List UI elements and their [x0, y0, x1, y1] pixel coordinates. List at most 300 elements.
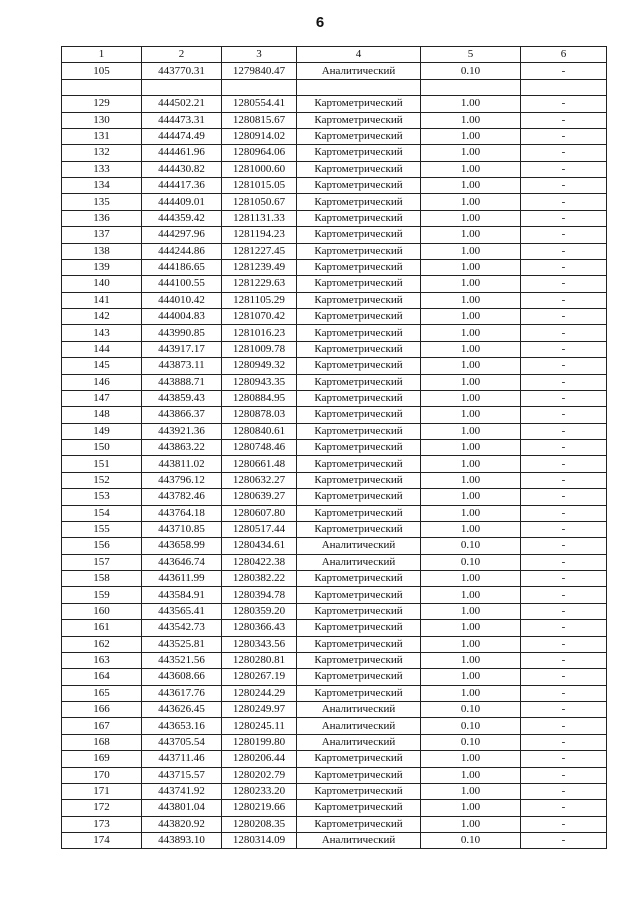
note-cell: - [521, 571, 607, 587]
x-coordinate-cell: 444186.65 [142, 259, 222, 275]
y-coordinate-cell: 1280840.61 [222, 423, 297, 439]
note-cell: - [521, 538, 607, 554]
table-row [62, 128, 607, 144]
table-row [62, 456, 607, 472]
y-coordinate-cell [222, 79, 297, 95]
accuracy-cell: 1.00 [421, 194, 521, 210]
y-coordinate-cell: 1280249.97 [222, 702, 297, 718]
accuracy-cell: 1.00 [421, 587, 521, 603]
table-row [62, 652, 607, 668]
point-number-cell: 157 [62, 554, 142, 570]
x-coordinate-cell: 443782.46 [142, 489, 222, 505]
x-coordinate-cell: 443565.41 [142, 603, 222, 619]
note-cell: - [521, 276, 607, 292]
accuracy-cell: 1.00 [421, 178, 521, 194]
x-coordinate-cell [142, 79, 222, 95]
y-coordinate-cell: 1280245.11 [222, 718, 297, 734]
point-number-cell: 156 [62, 538, 142, 554]
note-cell: - [521, 358, 607, 374]
note-cell: - [521, 243, 607, 259]
note-cell: - [521, 587, 607, 603]
point-number-cell: 143 [62, 325, 142, 341]
x-coordinate-cell: 443705.54 [142, 734, 222, 750]
note-cell: - [521, 702, 607, 718]
method-cell: Картометрический [297, 145, 421, 161]
x-coordinate-cell: 443921.36 [142, 423, 222, 439]
y-coordinate-cell: 1280394.78 [222, 587, 297, 603]
table-row [62, 358, 607, 374]
point-number-cell: 140 [62, 276, 142, 292]
point-number-cell: 161 [62, 620, 142, 636]
accuracy-cell: 1.00 [421, 816, 521, 832]
point-number-cell: 137 [62, 227, 142, 243]
table-row [62, 833, 607, 849]
table-row [62, 636, 607, 652]
note-cell: - [521, 636, 607, 652]
table-row [62, 587, 607, 603]
x-coordinate-cell: 443658.99 [142, 538, 222, 554]
note-cell: - [521, 816, 607, 832]
method-cell: Картометрический [297, 456, 421, 472]
method-cell: Картометрический [297, 276, 421, 292]
note-cell: - [521, 161, 607, 177]
point-number-cell: 151 [62, 456, 142, 472]
x-coordinate-cell: 443990.85 [142, 325, 222, 341]
method-cell: Картометрический [297, 227, 421, 243]
note-cell: - [521, 128, 607, 144]
method-cell: Картометрический [297, 374, 421, 390]
column-header: 3 [222, 47, 297, 63]
accuracy-cell: 1.00 [421, 800, 521, 816]
note-cell: - [521, 603, 607, 619]
method-cell: Картометрический [297, 587, 421, 603]
point-number-cell: 141 [62, 292, 142, 308]
point-number-cell: 149 [62, 423, 142, 439]
accuracy-cell: 1.00 [421, 456, 521, 472]
x-coordinate-cell: 444010.42 [142, 292, 222, 308]
x-coordinate-cell: 443653.16 [142, 718, 222, 734]
accuracy-cell: 1.00 [421, 767, 521, 783]
point-number-cell: 131 [62, 128, 142, 144]
y-coordinate-cell: 1280434.61 [222, 538, 297, 554]
table-row [62, 538, 607, 554]
x-coordinate-cell: 443796.12 [142, 472, 222, 488]
table-row [62, 112, 607, 128]
y-coordinate-cell: 1279840.47 [222, 63, 297, 79]
table-row [62, 440, 607, 456]
x-coordinate-cell: 443626.45 [142, 702, 222, 718]
note-cell: - [521, 227, 607, 243]
x-coordinate-cell: 443893.10 [142, 833, 222, 849]
y-coordinate-cell: 1281050.67 [222, 194, 297, 210]
method-cell: Картометрический [297, 390, 421, 406]
accuracy-cell: 1.00 [421, 669, 521, 685]
table-row [62, 423, 607, 439]
table-row [62, 783, 607, 799]
table-row [62, 309, 607, 325]
x-coordinate-cell: 444502.21 [142, 96, 222, 112]
accuracy-cell: 1.00 [421, 423, 521, 439]
note-cell: - [521, 440, 607, 456]
table-body [62, 63, 607, 849]
point-number-cell: 171 [62, 783, 142, 799]
page-number: 6 [315, 14, 325, 31]
accuracy-cell: 1.00 [421, 341, 521, 357]
y-coordinate-cell: 1280815.67 [222, 112, 297, 128]
y-coordinate-cell: 1281194.23 [222, 227, 297, 243]
point-number-cell: 145 [62, 358, 142, 374]
note-cell: - [521, 472, 607, 488]
method-cell: Картометрический [297, 243, 421, 259]
point-number-cell: 154 [62, 505, 142, 521]
table-row [62, 145, 607, 161]
y-coordinate-cell: 1281015.05 [222, 178, 297, 194]
note-cell: - [521, 325, 607, 341]
x-coordinate-cell: 443617.76 [142, 685, 222, 701]
method-cell: Картометрический [297, 407, 421, 423]
point-number-cell: 139 [62, 259, 142, 275]
method-cell: Картометрический [297, 521, 421, 537]
x-coordinate-cell: 444100.55 [142, 276, 222, 292]
column-header: 5 [421, 47, 521, 63]
note-cell: - [521, 505, 607, 521]
y-coordinate-cell: 1281009.78 [222, 341, 297, 357]
table-row [62, 96, 607, 112]
note-cell: - [521, 341, 607, 357]
y-coordinate-cell: 1280964.06 [222, 145, 297, 161]
method-cell: Картометрический [297, 685, 421, 701]
note-cell: - [521, 554, 607, 570]
y-coordinate-cell: 1280607.80 [222, 505, 297, 521]
note-cell: - [521, 685, 607, 701]
y-coordinate-cell: 1281227.45 [222, 243, 297, 259]
table-row [62, 767, 607, 783]
x-coordinate-cell: 443866.37 [142, 407, 222, 423]
x-coordinate-cell: 443770.31 [142, 63, 222, 79]
accuracy-cell: 1.00 [421, 259, 521, 275]
note-cell: - [521, 210, 607, 226]
x-coordinate-cell: 443811.02 [142, 456, 222, 472]
y-coordinate-cell: 1280661.48 [222, 456, 297, 472]
table-row [62, 194, 607, 210]
y-coordinate-cell: 1280382.22 [222, 571, 297, 587]
note-cell: - [521, 751, 607, 767]
method-cell: Аналитический [297, 833, 421, 849]
point-number-cell: 160 [62, 603, 142, 619]
method-cell: Аналитический [297, 554, 421, 570]
note-cell: - [521, 63, 607, 79]
x-coordinate-cell: 443801.04 [142, 800, 222, 816]
header-row [62, 47, 607, 63]
y-coordinate-cell: 1281000.60 [222, 161, 297, 177]
note-cell: - [521, 292, 607, 308]
y-coordinate-cell: 1280422.38 [222, 554, 297, 570]
table-row [62, 472, 607, 488]
y-coordinate-cell: 1280366.43 [222, 620, 297, 636]
accuracy-cell: 1.00 [421, 96, 521, 112]
x-coordinate-cell: 443820.92 [142, 816, 222, 832]
table-row [62, 325, 607, 341]
y-coordinate-cell: 1280343.56 [222, 636, 297, 652]
table-row [62, 374, 607, 390]
x-coordinate-cell: 444244.86 [142, 243, 222, 259]
y-coordinate-cell: 1280314.09 [222, 833, 297, 849]
column-header: 2 [142, 47, 222, 63]
method-cell: Аналитический [297, 702, 421, 718]
y-coordinate-cell: 1280914.02 [222, 128, 297, 144]
table-row [62, 210, 607, 226]
method-cell: Аналитический [297, 734, 421, 750]
note-cell: - [521, 489, 607, 505]
x-coordinate-cell: 444474.49 [142, 128, 222, 144]
x-coordinate-cell: 443863.22 [142, 440, 222, 456]
table-row [62, 734, 607, 750]
point-number-cell: 146 [62, 374, 142, 390]
table-row [62, 505, 607, 521]
table-row [62, 554, 607, 570]
x-coordinate-cell: 444417.36 [142, 178, 222, 194]
y-coordinate-cell: 1280219.66 [222, 800, 297, 816]
accuracy-cell: 1.00 [421, 390, 521, 406]
accuracy-cell: 1.00 [421, 620, 521, 636]
accuracy-cell: 1.00 [421, 783, 521, 799]
accuracy-cell: 0.10 [421, 702, 521, 718]
x-coordinate-cell: 444461.96 [142, 145, 222, 161]
accuracy-cell: 1.00 [421, 358, 521, 374]
method-cell: Картометрический [297, 341, 421, 357]
accuracy-cell: 1.00 [421, 145, 521, 161]
column-header: 1 [62, 47, 142, 63]
point-number-cell: 105 [62, 63, 142, 79]
accuracy-cell: 1.00 [421, 309, 521, 325]
y-coordinate-cell: 1280206.44 [222, 751, 297, 767]
accuracy-cell: 0.10 [421, 63, 521, 79]
method-cell: Аналитический [297, 538, 421, 554]
y-coordinate-cell: 1280202.79 [222, 767, 297, 783]
table-row [62, 63, 607, 79]
x-coordinate-cell: 443741.92 [142, 783, 222, 799]
x-coordinate-cell: 443710.85 [142, 521, 222, 537]
method-cell: Картометрический [297, 325, 421, 341]
accuracy-cell: 0.10 [421, 833, 521, 849]
method-cell: Картометрический [297, 751, 421, 767]
point-number-cell: 166 [62, 702, 142, 718]
coordinates-table [61, 46, 607, 849]
y-coordinate-cell: 1280884.95 [222, 390, 297, 406]
y-coordinate-cell: 1280359.20 [222, 603, 297, 619]
accuracy-cell: 1.00 [421, 440, 521, 456]
method-cell [297, 79, 421, 95]
y-coordinate-cell: 1280949.32 [222, 358, 297, 374]
method-cell: Аналитический [297, 718, 421, 734]
note-cell: - [521, 390, 607, 406]
y-coordinate-cell: 1280517.44 [222, 521, 297, 537]
accuracy-cell: 1.00 [421, 161, 521, 177]
note-cell: - [521, 669, 607, 685]
x-coordinate-cell: 443859.43 [142, 390, 222, 406]
accuracy-cell: 0.10 [421, 718, 521, 734]
y-coordinate-cell: 1281131.33 [222, 210, 297, 226]
method-cell: Картометрический [297, 783, 421, 799]
point-number-cell: 162 [62, 636, 142, 652]
accuracy-cell: 1.00 [421, 407, 521, 423]
point-number-cell: 164 [62, 669, 142, 685]
method-cell: Картометрический [297, 178, 421, 194]
note-cell: - [521, 652, 607, 668]
accuracy-cell: 1.00 [421, 652, 521, 668]
point-number-cell: 158 [62, 571, 142, 587]
accuracy-cell: 0.10 [421, 538, 521, 554]
x-coordinate-cell: 443917.17 [142, 341, 222, 357]
table-row [62, 620, 607, 636]
note-cell [521, 79, 607, 95]
accuracy-cell: 1.00 [421, 374, 521, 390]
method-cell: Картометрический [297, 96, 421, 112]
method-cell: Картометрический [297, 669, 421, 685]
note-cell: - [521, 145, 607, 161]
y-coordinate-cell: 1280748.46 [222, 440, 297, 456]
method-cell: Картометрический [297, 571, 421, 587]
point-number-cell: 144 [62, 341, 142, 357]
x-coordinate-cell: 443646.74 [142, 554, 222, 570]
table-row [62, 341, 607, 357]
accuracy-cell: 1.00 [421, 112, 521, 128]
y-coordinate-cell: 1281105.29 [222, 292, 297, 308]
table-row [62, 178, 607, 194]
accuracy-cell: 1.00 [421, 128, 521, 144]
y-coordinate-cell: 1280280.81 [222, 652, 297, 668]
accuracy-cell: 1.00 [421, 210, 521, 226]
note-cell: - [521, 767, 607, 783]
table-row [62, 669, 607, 685]
y-coordinate-cell: 1280639.27 [222, 489, 297, 505]
accuracy-cell: 1.00 [421, 571, 521, 587]
point-number-cell: 169 [62, 751, 142, 767]
method-cell: Картометрический [297, 423, 421, 439]
x-coordinate-cell: 443521.56 [142, 652, 222, 668]
note-cell: - [521, 800, 607, 816]
x-coordinate-cell: 444409.01 [142, 194, 222, 210]
y-coordinate-cell: 1280233.20 [222, 783, 297, 799]
y-coordinate-cell: 1281229.63 [222, 276, 297, 292]
table-row [62, 702, 607, 718]
table-row [62, 685, 607, 701]
point-number-cell: 170 [62, 767, 142, 783]
table-row [62, 800, 607, 816]
table-row [62, 603, 607, 619]
y-coordinate-cell: 1280267.19 [222, 669, 297, 685]
accuracy-cell: 1.00 [421, 521, 521, 537]
accuracy-cell: 1.00 [421, 636, 521, 652]
accuracy-cell [421, 79, 521, 95]
table-row [62, 259, 607, 275]
table-row [62, 79, 607, 95]
point-number-cell: 152 [62, 472, 142, 488]
y-coordinate-cell: 1280208.35 [222, 816, 297, 832]
point-number-cell: 168 [62, 734, 142, 750]
table-row [62, 407, 607, 423]
note-cell: - [521, 259, 607, 275]
note-cell: - [521, 309, 607, 325]
method-cell: Картометрический [297, 309, 421, 325]
accuracy-cell: 1.00 [421, 292, 521, 308]
y-coordinate-cell: 1281016.23 [222, 325, 297, 341]
method-cell: Картометрический [297, 259, 421, 275]
method-cell: Картометрический [297, 767, 421, 783]
table-row [62, 227, 607, 243]
x-coordinate-cell: 443608.66 [142, 669, 222, 685]
method-cell: Картометрический [297, 816, 421, 832]
table-row [62, 521, 607, 537]
accuracy-cell: 1.00 [421, 685, 521, 701]
x-coordinate-cell: 444359.42 [142, 210, 222, 226]
note-cell: - [521, 194, 607, 210]
y-coordinate-cell: 1281239.49 [222, 259, 297, 275]
accuracy-cell: 1.00 [421, 276, 521, 292]
y-coordinate-cell: 1280244.29 [222, 685, 297, 701]
table-row [62, 243, 607, 259]
method-cell: Картометрический [297, 358, 421, 374]
method-cell: Картометрический [297, 505, 421, 521]
point-number-cell: 173 [62, 816, 142, 832]
table-row [62, 276, 607, 292]
accuracy-cell: 0.10 [421, 734, 521, 750]
point-number-cell: 172 [62, 800, 142, 816]
method-cell: Картометрический [297, 620, 421, 636]
y-coordinate-cell: 1281070.42 [222, 309, 297, 325]
accuracy-cell: 1.00 [421, 505, 521, 521]
y-coordinate-cell: 1280943.35 [222, 374, 297, 390]
column-header: 4 [297, 47, 421, 63]
point-number-cell: 163 [62, 652, 142, 668]
note-cell: - [521, 374, 607, 390]
point-number-cell: 159 [62, 587, 142, 603]
x-coordinate-cell: 443525.81 [142, 636, 222, 652]
point-number-cell: 147 [62, 390, 142, 406]
method-cell: Картометрический [297, 652, 421, 668]
method-cell: Картометрический [297, 800, 421, 816]
x-coordinate-cell: 443873.11 [142, 358, 222, 374]
point-number-cell: 142 [62, 309, 142, 325]
method-cell: Картометрический [297, 112, 421, 128]
method-cell: Картометрический [297, 128, 421, 144]
x-coordinate-cell: 443888.71 [142, 374, 222, 390]
x-coordinate-cell: 444297.96 [142, 227, 222, 243]
x-coordinate-cell: 443711.46 [142, 751, 222, 767]
note-cell: - [521, 178, 607, 194]
table-row [62, 816, 607, 832]
table-row [62, 390, 607, 406]
table-row [62, 571, 607, 587]
x-coordinate-cell: 444004.83 [142, 309, 222, 325]
accuracy-cell: 1.00 [421, 489, 521, 505]
y-coordinate-cell: 1280632.27 [222, 472, 297, 488]
y-coordinate-cell: 1280554.41 [222, 96, 297, 112]
method-cell: Картометрический [297, 210, 421, 226]
y-coordinate-cell: 1280878.03 [222, 407, 297, 423]
column-header: 6 [521, 47, 607, 63]
point-number-cell: 174 [62, 833, 142, 849]
method-cell: Картометрический [297, 636, 421, 652]
note-cell: - [521, 783, 607, 799]
x-coordinate-cell: 443584.91 [142, 587, 222, 603]
method-cell: Картометрический [297, 292, 421, 308]
note-cell: - [521, 521, 607, 537]
point-number-cell: 132 [62, 145, 142, 161]
table-header [62, 47, 607, 63]
accuracy-cell: 1.00 [421, 227, 521, 243]
x-coordinate-cell: 443542.73 [142, 620, 222, 636]
